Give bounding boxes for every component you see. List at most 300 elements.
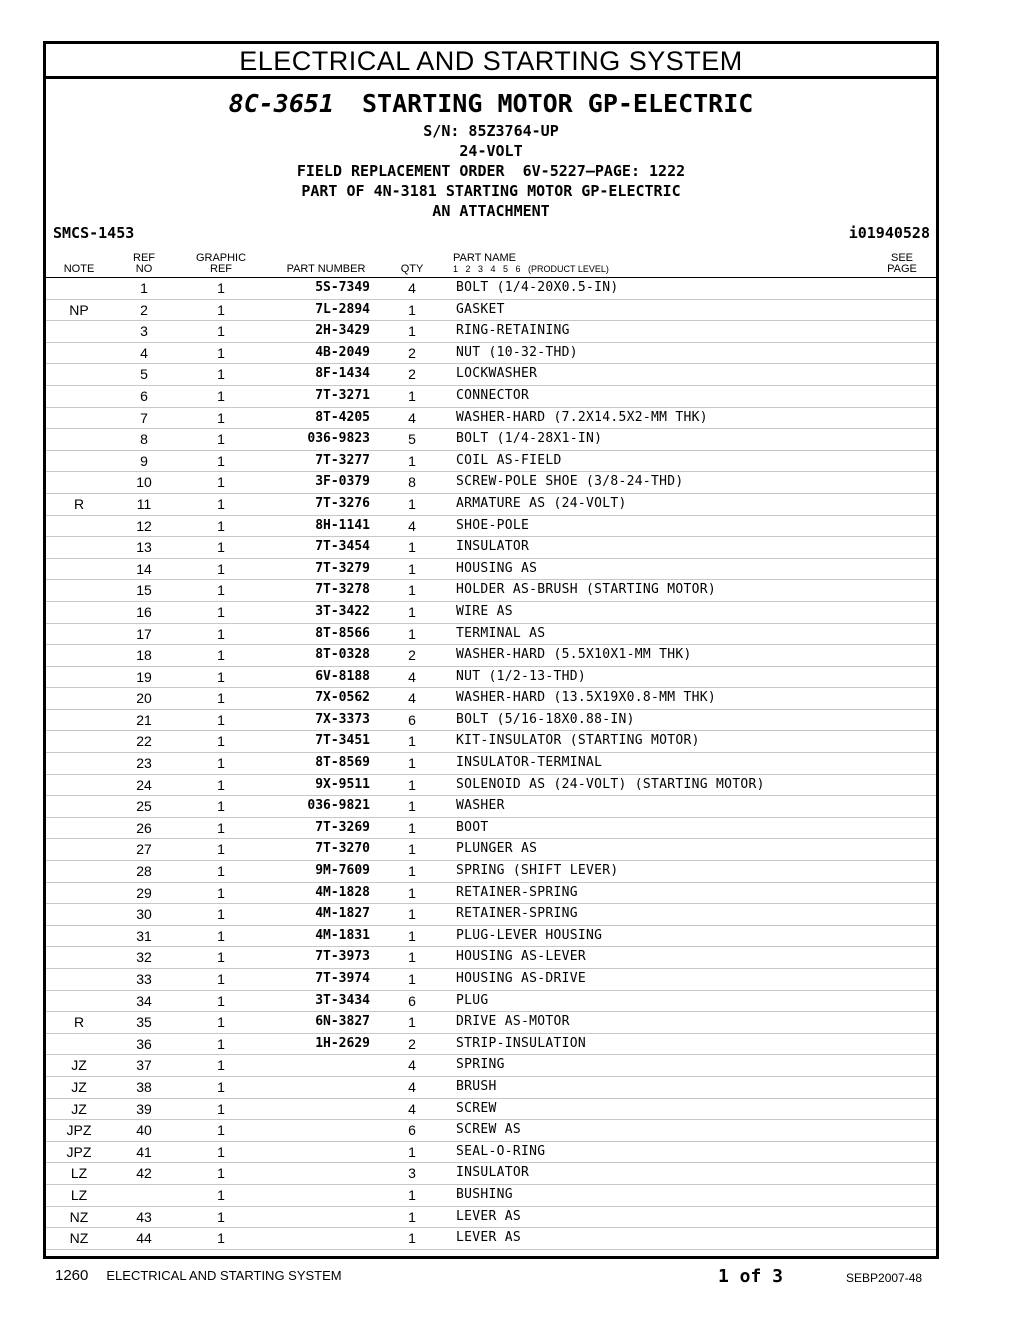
row-graphic-ref: 1 — [217, 560, 225, 577]
row-ref-no: 41 — [136, 1143, 152, 1160]
row-graphic-ref: 1 — [217, 517, 225, 534]
row-part-name: WASHER-HARD (13.5X19X0.8-MM THK) — [456, 690, 717, 706]
row-graphic-ref: 1 — [217, 1078, 225, 1095]
row-part-number: 4M-1828 — [315, 884, 370, 900]
row-qty: 1 — [408, 582, 416, 599]
row-ref-no: 33 — [136, 971, 152, 987]
row-note: LZ — [70, 1186, 88, 1203]
parts-header — [46, 79, 936, 259]
row-qty: 6 — [408, 711, 416, 728]
table-row — [46, 321, 936, 343]
row-graphic-ref: 1 — [217, 344, 225, 361]
row-graphic-ref: 1 — [217, 690, 225, 707]
row-qty: 1 — [408, 776, 416, 793]
row-note: JPZ — [66, 1122, 92, 1139]
row-part-name: WASHER-HARD (7.2X14.5X2-MM THK) — [456, 409, 708, 425]
col-qty: QTY — [400, 263, 424, 275]
row-note: NZ — [69, 1230, 89, 1247]
row-ref-no: 14 — [136, 560, 152, 577]
table-row — [46, 343, 936, 365]
row-part-name: SPRING (SHIFT LEVER) — [456, 863, 619, 879]
row-qty: 2 — [408, 647, 416, 664]
attachment-line: AN ATTACHMENT — [432, 202, 550, 220]
row-qty: 1 — [408, 1143, 416, 1160]
row-part-name: ARMATURE AS (24-VOLT) — [456, 495, 627, 511]
row-graphic-ref: 1 — [217, 927, 225, 944]
row-part-name: BUSHING — [456, 1186, 513, 1202]
row-qty: 1 — [408, 387, 416, 404]
table-row — [46, 300, 936, 322]
row-part-number: 8T-8569 — [315, 755, 370, 771]
row-ref-no: 42 — [136, 1165, 152, 1182]
col-part-name: PART NAME — [453, 252, 516, 264]
row-note: R — [73, 1014, 85, 1031]
row-qty: 1 — [408, 884, 416, 901]
row-part-name: LOCKWASHER — [456, 366, 538, 382]
row-part-number: 7T-3276 — [315, 495, 370, 511]
table-row — [46, 645, 936, 667]
col-see-page-top: SEE — [890, 252, 913, 264]
row-ref-no: 21 — [136, 711, 152, 728]
row-graphic-ref: 1 — [217, 280, 225, 296]
row-part-name: WIRE AS — [456, 603, 513, 619]
row-ref-no: 24 — [136, 776, 152, 793]
row-graphic-ref: 1 — [217, 409, 225, 426]
table-row — [46, 516, 936, 538]
row-graphic-ref: 1 — [217, 323, 225, 340]
table-row — [46, 710, 936, 732]
row-ref-no: 4 — [140, 344, 148, 361]
row-part-number: 7T-3451 — [315, 733, 370, 749]
row-graphic-ref: 1 — [217, 819, 225, 836]
row-part-name: INSULATOR-TERMINAL — [456, 755, 603, 771]
row-part-number: 7T-3454 — [315, 539, 370, 555]
row-ref-no: 26 — [136, 819, 152, 836]
row-part-number: 7T-3269 — [315, 819, 370, 835]
row-graphic-ref: 1 — [217, 495, 225, 512]
row-part-number: 7T-3279 — [315, 560, 370, 576]
row-graphic-ref: 1 — [217, 1230, 225, 1247]
row-qty: 4 — [408, 280, 416, 296]
row-part-name: DRIVE AS-MOTOR — [456, 1014, 570, 1030]
row-part-number: 7L-2894 — [315, 301, 370, 317]
row-graphic-ref: 1 — [217, 603, 225, 620]
table-row — [46, 1142, 936, 1164]
footer-page-number: 1260 — [55, 1267, 89, 1284]
row-qty: 1 — [408, 841, 416, 858]
row-part-name: HOUSING AS-LEVER — [456, 949, 587, 965]
row-ref-no: 27 — [136, 841, 152, 858]
row-part-number: 9X-9511 — [315, 776, 370, 792]
row-part-name: RETAINER-SPRING — [456, 884, 578, 900]
row-graphic-ref: 1 — [217, 301, 225, 318]
table-row — [46, 1207, 936, 1229]
voltage: 24-VOLT — [459, 142, 523, 160]
row-note: JZ — [71, 1100, 87, 1117]
row-ref-no: 37 — [136, 1057, 152, 1074]
row-note: JPZ — [66, 1143, 92, 1160]
row-part-number: 7T-3974 — [315, 971, 370, 986]
row-graphic-ref: 1 — [217, 474, 225, 491]
row-qty: 1 — [408, 625, 416, 642]
row-part-name: NUT (1/2-13-THD) — [456, 668, 587, 684]
row-part-number: 7T-3271 — [315, 387, 370, 403]
row-part-name: COIL AS-FIELD — [456, 452, 562, 468]
row-part-name: RING-RETAINING — [456, 323, 570, 339]
illustration-id: i01940528 — [848, 224, 930, 242]
row-qty: 2 — [408, 1035, 416, 1052]
row-qty: 4 — [408, 517, 416, 534]
row-part-number: 8T-0328 — [315, 647, 370, 663]
row-part-number: 6V-8188 — [315, 668, 370, 684]
row-part-name: SCREW AS — [456, 1122, 522, 1138]
row-ref-no: 43 — [136, 1208, 152, 1225]
row-graphic-ref: 1 — [217, 431, 225, 448]
row-qty: 1 — [408, 301, 416, 318]
row-graphic-ref: 1 — [217, 539, 225, 556]
row-part-number: 8H-1141 — [315, 517, 370, 533]
row-graphic-ref: 1 — [217, 452, 225, 469]
row-part-name: BOLT (5/16-18X0.88-IN) — [456, 711, 635, 727]
col-ref-no-top: REF — [133, 252, 155, 264]
row-ref-no: 3 — [140, 323, 148, 340]
row-part-name: STRIP-INSULATION — [456, 1035, 587, 1051]
row-part-number: 7X-3373 — [315, 711, 370, 727]
row-part-number: 8T-4205 — [315, 409, 370, 425]
row-graphic-ref: 1 — [217, 755, 225, 772]
row-graphic-ref: 1 — [217, 1165, 225, 1182]
row-part-name: RETAINER-SPRING — [456, 906, 578, 922]
row-part-number: 6N-3827 — [315, 1014, 370, 1030]
table-row — [46, 624, 936, 646]
row-ref-no: 20 — [136, 690, 152, 707]
row-qty: 1 — [408, 1186, 416, 1203]
table-row — [46, 278, 936, 300]
table-row — [46, 1034, 936, 1056]
row-graphic-ref: 1 — [217, 1057, 225, 1074]
row-part-number: 4B-2049 — [315, 344, 370, 360]
table-row — [46, 883, 936, 905]
row-graphic-ref: 1 — [217, 863, 225, 880]
table-row — [46, 1055, 936, 1077]
row-ref-no: 30 — [136, 906, 152, 923]
row-part-name: SPRING — [456, 1057, 505, 1073]
table-row — [46, 667, 936, 689]
row-part-name: NUT (10-32-THD) — [456, 344, 578, 360]
row-ref-no: 2 — [140, 301, 148, 318]
row-part-number: 036-9823 — [307, 431, 370, 447]
table-row — [46, 926, 936, 948]
row-ref-no: 10 — [136, 474, 152, 491]
row-part-number: 7T-3278 — [315, 582, 370, 598]
section-title: ELECTRICAL AND STARTING SYSTEM — [46, 44, 936, 79]
row-qty: 4 — [408, 1057, 416, 1074]
row-part-name: CONNECTOR — [456, 387, 530, 403]
row-graphic-ref: 1 — [217, 668, 225, 685]
row-graphic-ref: 1 — [217, 387, 225, 404]
row-ref-no: 17 — [136, 625, 152, 642]
row-ref-no: 32 — [136, 949, 152, 966]
table-row — [46, 775, 936, 797]
row-qty: 1 — [408, 819, 416, 836]
row-graphic-ref: 1 — [217, 906, 225, 923]
row-part-name: GASKET — [456, 301, 505, 317]
row-part-number: 7X-0562 — [315, 690, 370, 706]
row-graphic-ref: 1 — [217, 1014, 225, 1031]
smcs-code: SMCS-1453 — [53, 224, 135, 242]
row-qty: 4 — [408, 668, 416, 685]
row-note: JZ — [71, 1078, 87, 1095]
row-ref-no: 13 — [136, 539, 152, 556]
row-graphic-ref: 1 — [217, 949, 225, 966]
row-qty: 4 — [408, 1100, 416, 1117]
footer-page-of: 1 of 3 — [718, 1266, 784, 1287]
row-ref-no: 9 — [140, 452, 148, 469]
table-row — [46, 408, 936, 430]
row-ref-no: 8 — [140, 431, 148, 448]
table-row — [46, 731, 936, 753]
row-ref-no: 6 — [140, 387, 148, 404]
row-part-number: 1H-2629 — [315, 1035, 370, 1051]
row-ref-no: 35 — [136, 1014, 152, 1031]
col-ref-no-bottom: NO — [135, 263, 153, 275]
parts-list — [46, 278, 936, 1250]
row-graphic-ref: 1 — [217, 798, 225, 815]
col-product-level: 1 2 3 4 5 6 (PRODUCT LEVEL) — [453, 264, 609, 274]
table-row — [46, 1185, 936, 1207]
row-ref-no: 12 — [136, 517, 152, 534]
group-part-number: 8C-3651 — [228, 89, 334, 118]
row-part-name: LEVER AS — [456, 1208, 522, 1224]
row-part-name: BOLT (1/4-20X0.5-IN) — [456, 280, 619, 295]
row-qty: 1 — [408, 560, 416, 577]
row-part-number: 3T-3434 — [315, 992, 370, 1008]
row-ref-no: 31 — [136, 927, 152, 944]
row-graphic-ref: 1 — [217, 582, 225, 599]
row-part-number: 9M-7609 — [315, 863, 370, 879]
table-row — [46, 861, 936, 883]
row-qty: 1 — [408, 323, 416, 340]
row-part-name: BOLT (1/4-28X1-IN) — [456, 431, 603, 447]
part-of-line: PART OF 4N-3181 STARTING MOTOR GP-ELECTRIC — [301, 182, 681, 200]
row-qty: 8 — [408, 474, 416, 491]
row-qty: 1 — [408, 495, 416, 512]
row-note: NZ — [69, 1208, 89, 1225]
row-qty: 6 — [408, 1122, 416, 1139]
row-part-number: 4M-1831 — [315, 927, 370, 943]
col-graphic-ref-top: GRAPHIC — [195, 252, 247, 264]
row-qty: 1 — [408, 733, 416, 750]
field-replacement-order: FIELD REPLACEMENT ORDER 6V-5227—PAGE: 1222 — [296, 162, 686, 180]
row-qty: 1 — [408, 1014, 416, 1031]
row-part-name: SHOE-POLE — [456, 517, 530, 533]
row-qty: 4 — [408, 409, 416, 426]
row-ref-no: 29 — [136, 884, 152, 901]
row-ref-no: 19 — [136, 668, 152, 685]
row-ref-no: 15 — [136, 582, 152, 599]
row-part-number: 3F-0379 — [315, 474, 370, 490]
row-part-name: INSULATOR — [456, 1165, 530, 1181]
table-row — [46, 1163, 936, 1185]
table-row — [46, 753, 936, 775]
table-row — [46, 796, 936, 818]
row-qty: 1 — [408, 1208, 416, 1225]
row-qty: 1 — [408, 949, 416, 966]
row-ref-no: 16 — [136, 603, 152, 620]
row-part-name: PLUG — [456, 992, 489, 1008]
row-part-name: WASHER — [456, 798, 505, 814]
row-part-number: 5S-7349 — [315, 280, 370, 295]
table-row — [46, 1228, 936, 1250]
row-ref-no: 5 — [140, 366, 148, 383]
row-part-name: HOUSING AS-DRIVE — [456, 971, 587, 986]
row-qty: 1 — [408, 603, 416, 620]
row-part-number: 4M-1827 — [315, 906, 370, 922]
row-part-name: SOLENOID AS (24-VOLT) (STARTING MOTOR) — [456, 776, 765, 792]
group-heading — [46, 89, 936, 118]
row-ref-no: 11 — [136, 495, 152, 512]
table-row — [46, 602, 936, 624]
row-qty: 3 — [408, 1165, 416, 1182]
row-part-name: HOLDER AS-BRUSH (STARTING MOTOR) — [456, 582, 717, 598]
col-see-page-bottom: PAGE — [887, 263, 917, 275]
row-graphic-ref: 1 — [217, 971, 225, 987]
serial-number: S/N: 85Z3764-UP — [423, 122, 559, 140]
row-graphic-ref: 1 — [217, 711, 225, 728]
row-graphic-ref: 1 — [217, 366, 225, 383]
row-qty: 1 — [408, 539, 416, 556]
row-part-name: HOUSING AS — [456, 560, 538, 576]
row-qty: 4 — [408, 1078, 416, 1095]
row-part-name: PLUG-LEVER HOUSING — [456, 927, 603, 943]
row-part-number: 036-9821 — [307, 798, 370, 814]
parts-page-frame — [43, 41, 939, 1259]
table-row — [46, 559, 936, 581]
column-headers — [46, 249, 936, 278]
row-qty: 1 — [408, 1230, 416, 1247]
row-graphic-ref: 1 — [217, 992, 225, 1009]
row-ref-no: 34 — [136, 992, 152, 1009]
row-qty: 2 — [408, 366, 416, 383]
table-row — [46, 386, 936, 408]
row-part-name: KIT-INSULATOR (STARTING MOTOR) — [456, 733, 700, 749]
row-ref-no: 38 — [136, 1078, 152, 1095]
row-part-name: TERMINAL AS — [456, 625, 546, 641]
row-qty: 1 — [408, 906, 416, 923]
row-qty: 6 — [408, 992, 416, 1009]
row-note: LZ — [70, 1165, 88, 1182]
footer-section: ELECTRICAL AND STARTING SYSTEM — [106, 1268, 342, 1283]
table-row — [46, 904, 936, 926]
row-graphic-ref: 1 — [217, 884, 225, 901]
row-part-name: SCREW — [456, 1100, 497, 1116]
row-part-name: BOOT — [456, 819, 489, 835]
row-part-number: 7T-3973 — [315, 949, 370, 965]
row-ref-no: 7 — [140, 409, 148, 426]
row-part-name: SEAL-O-RING — [456, 1143, 546, 1159]
row-graphic-ref: 1 — [217, 1035, 225, 1052]
row-qty: 1 — [408, 927, 416, 944]
table-row — [46, 472, 936, 494]
row-part-number: 8T-8566 — [315, 625, 370, 641]
row-graphic-ref: 1 — [217, 1100, 225, 1117]
table-row — [46, 839, 936, 861]
row-ref-no: 36 — [136, 1035, 152, 1052]
table-row — [46, 451, 936, 473]
group-title: STARTING MOTOR GP-ELECTRIC — [362, 89, 754, 118]
row-graphic-ref: 1 — [217, 1186, 225, 1203]
row-graphic-ref: 1 — [217, 776, 225, 793]
col-note: NOTE — [63, 263, 95, 275]
row-ref-no: 28 — [136, 863, 152, 880]
table-row — [46, 1012, 936, 1034]
row-ref-no: 40 — [136, 1122, 152, 1139]
table-row — [46, 1077, 936, 1099]
row-part-number: 2H-3429 — [315, 323, 370, 339]
row-qty: 2 — [408, 344, 416, 361]
col-graphic-ref-bottom: REF — [210, 263, 232, 275]
col-part-number: PART NUMBER — [286, 263, 366, 275]
footer-doc-id: SEBP2007-48 — [846, 1271, 923, 1285]
row-note: R — [73, 495, 85, 512]
row-ref-no: 44 — [136, 1230, 152, 1247]
row-qty: 5 — [408, 431, 416, 448]
row-part-number: 7T-3277 — [315, 452, 370, 468]
row-qty: 1 — [408, 755, 416, 772]
row-graphic-ref: 1 — [217, 733, 225, 750]
row-qty: 1 — [408, 863, 416, 880]
row-graphic-ref: 1 — [217, 1122, 225, 1139]
row-graphic-ref: 1 — [217, 1208, 225, 1225]
row-part-number: 8F-1434 — [315, 366, 370, 382]
row-ref-no: 39 — [136, 1100, 152, 1117]
table-row — [46, 818, 936, 840]
row-ref-no: 25 — [136, 798, 152, 815]
row-part-name: LEVER AS — [456, 1230, 522, 1246]
row-qty: 1 — [408, 971, 416, 987]
table-row — [46, 537, 936, 559]
row-qty: 4 — [408, 690, 416, 707]
footer-left — [55, 1267, 342, 1284]
row-graphic-ref: 1 — [217, 647, 225, 664]
row-graphic-ref: 1 — [217, 625, 225, 642]
table-row — [46, 991, 936, 1013]
row-graphic-ref: 1 — [217, 1143, 225, 1160]
row-ref-no: 18 — [136, 647, 152, 664]
row-part-name: SCREW-POLE SHOE (3/8-24-THD) — [456, 474, 684, 490]
row-ref-no: 22 — [136, 733, 152, 750]
row-ref-no: 23 — [136, 755, 152, 772]
table-row — [46, 494, 936, 516]
row-qty: 1 — [408, 452, 416, 469]
table-row — [46, 1120, 936, 1142]
row-part-number: 7T-3270 — [315, 841, 370, 857]
row-part-name: INSULATOR — [456, 539, 530, 555]
row-ref-no: 1 — [140, 280, 148, 296]
table-row — [46, 429, 936, 451]
table-row — [46, 580, 936, 602]
row-part-name: PLUNGER AS — [456, 841, 538, 857]
row-note: NP — [69, 301, 89, 318]
table-row — [46, 969, 936, 991]
table-row — [46, 364, 936, 386]
row-qty: 1 — [408, 798, 416, 815]
row-part-number: 3T-3422 — [315, 603, 370, 619]
table-row — [46, 1099, 936, 1121]
row-note: JZ — [71, 1057, 87, 1074]
table-row — [46, 688, 936, 710]
table-row — [46, 947, 936, 969]
